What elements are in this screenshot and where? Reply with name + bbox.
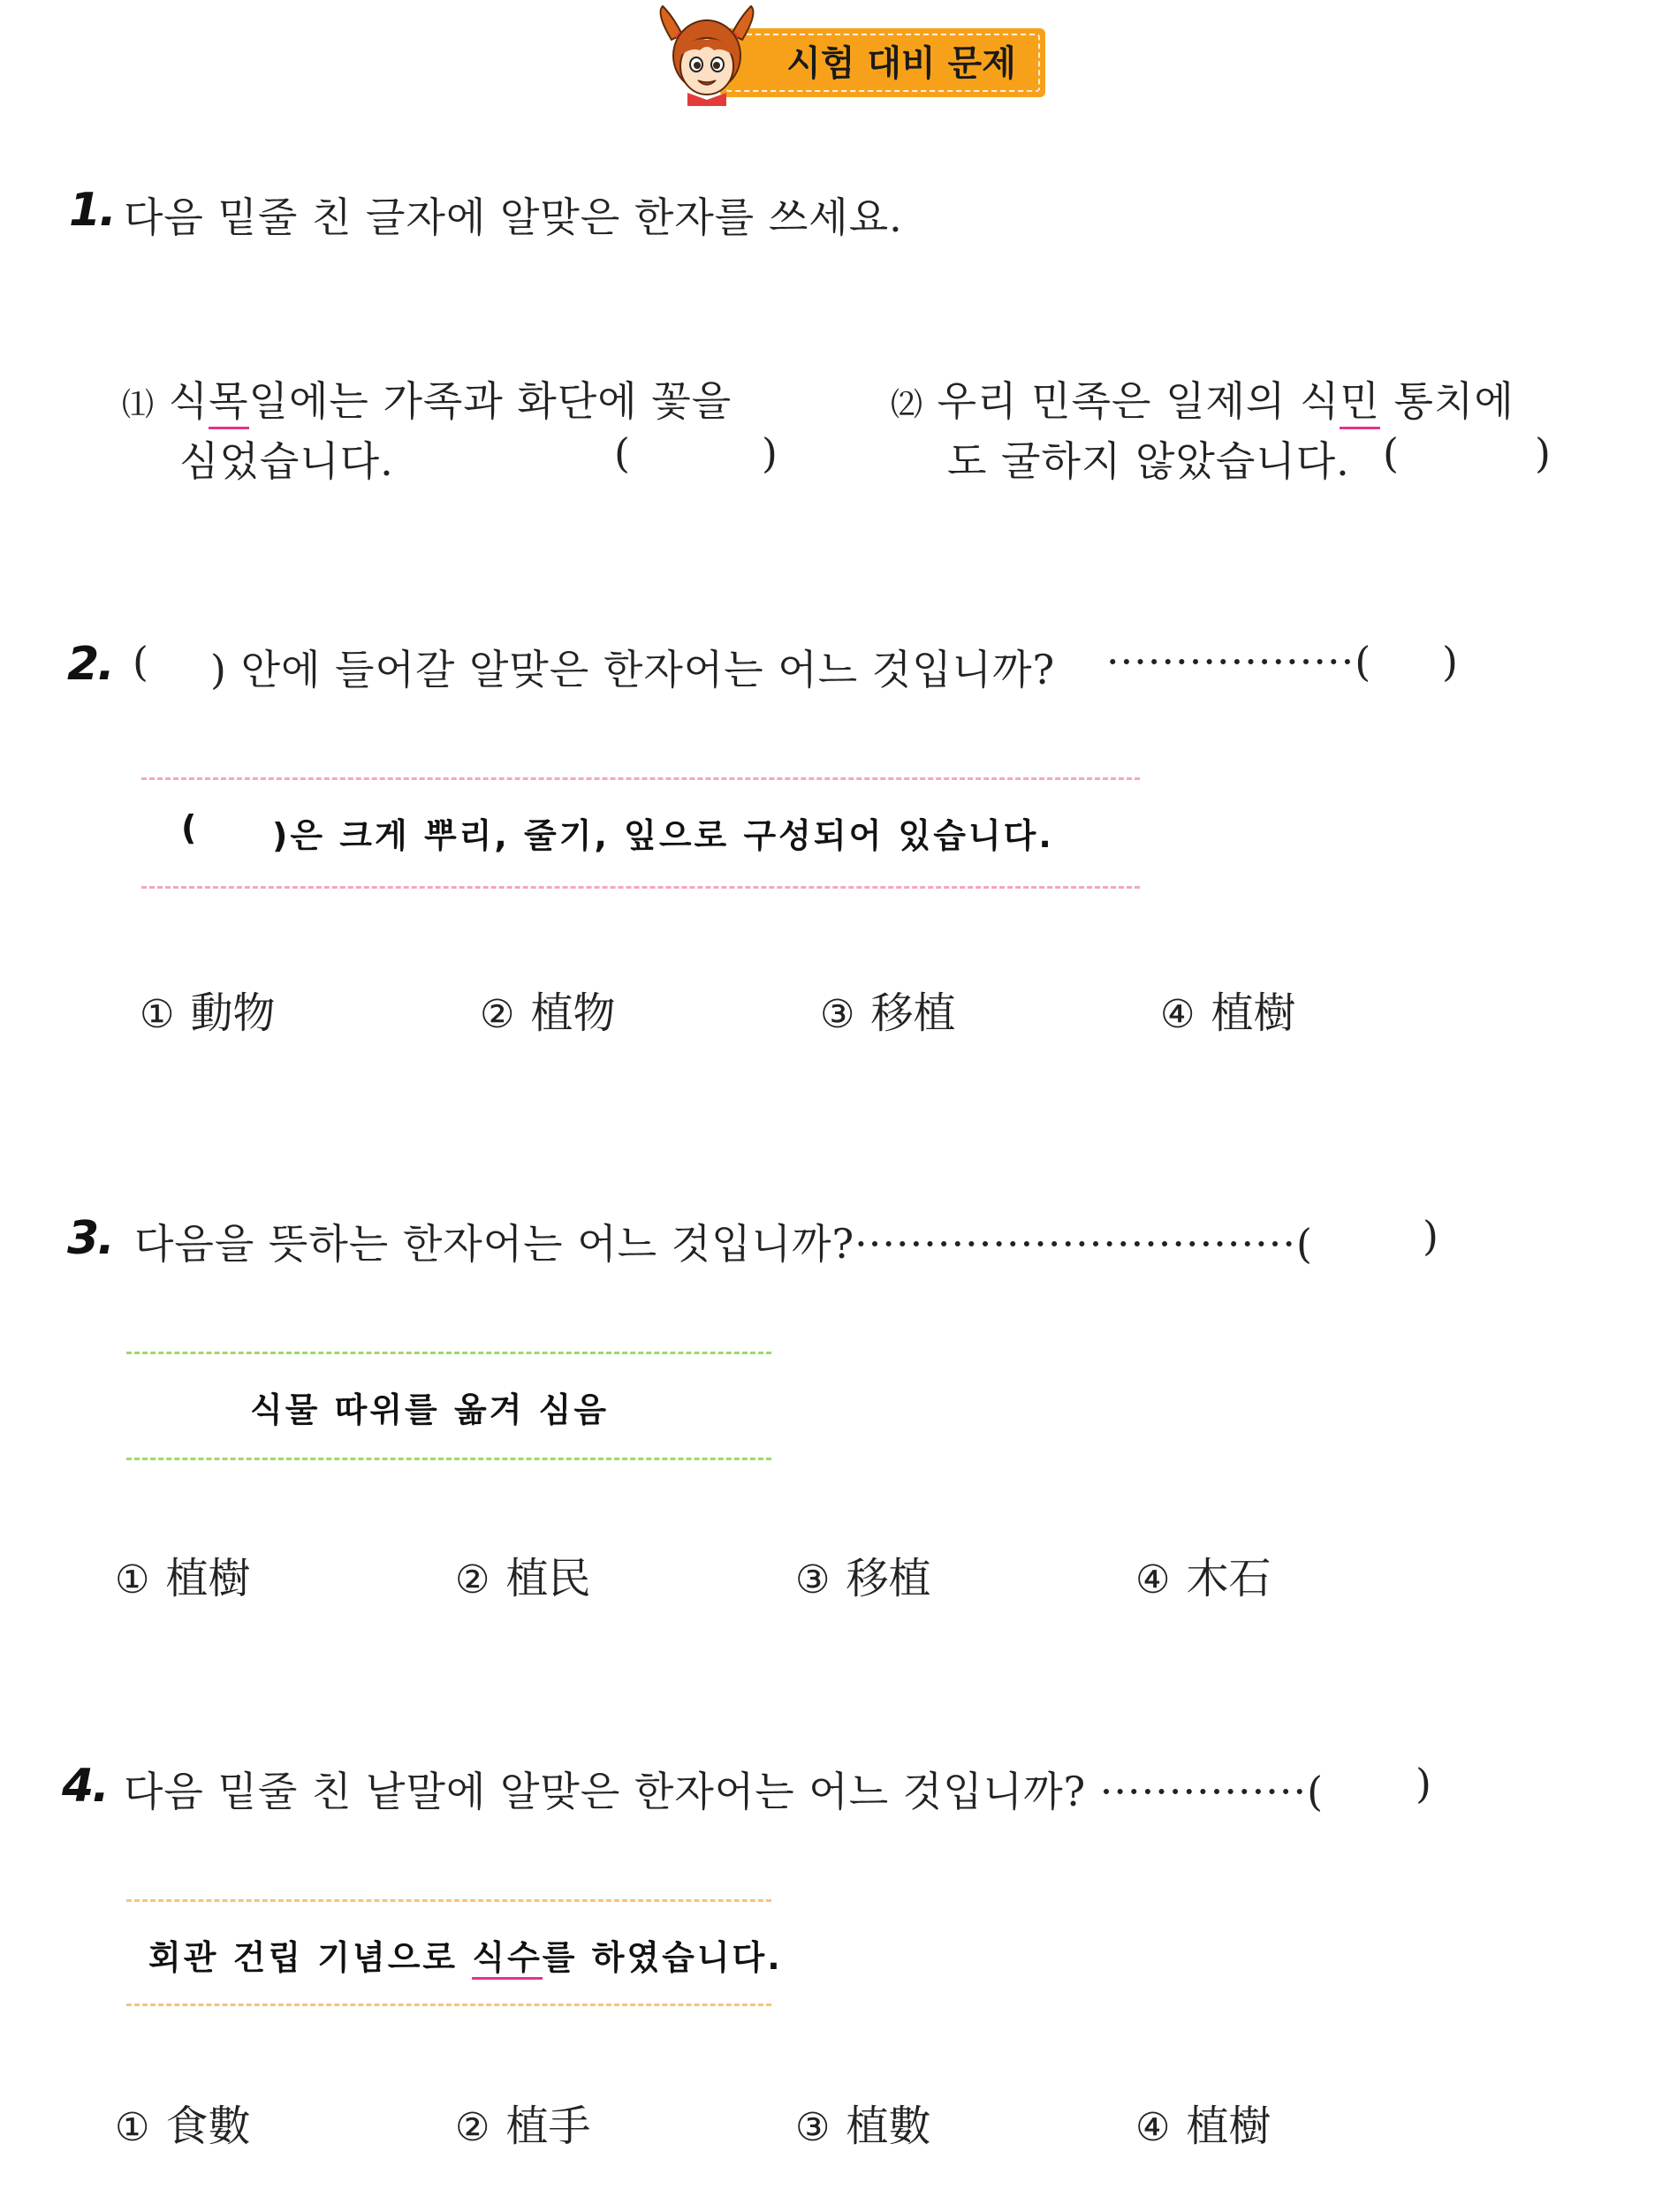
q1-item-2-answer-open: ( [1383,429,1399,477]
q3-box-bottom-divider [126,1458,771,1460]
q2-box-top-divider [141,777,1140,780]
q3-option-2[interactable]: ② 植民 [455,1554,591,1603]
q4-box-top-divider [126,1899,771,1902]
question-3-number: 3. [67,1212,113,1265]
q2-option-3[interactable]: ③ 移植 [820,989,956,1038]
q4-box-bottom-divider [126,2004,771,2006]
q1-item-1-answer-close: ) [762,429,778,477]
girl-mascot-icon [654,4,760,106]
q4-option-2[interactable]: ② 植手 [455,2102,591,2151]
question-4-answer-close: ) [1416,1760,1432,1807]
q2-option-1[interactable]: ① 動物 [140,989,276,1038]
question-4-number: 4. [62,1760,108,1813]
q2-box-bottom-divider [141,886,1140,889]
question-4-text: 다음 밑줄 친 낱말에 알맞은 한자어는 어느 것입니까? ···············( [124,1768,1325,1815]
question-2-answer-close: ) [1442,638,1459,686]
q4-box-underlined: 식수 [472,1938,542,1980]
q3-option-4[interactable]: ④ 木石 [1135,1554,1271,1603]
question-2-number: 2. [67,638,113,691]
q2-box-blank-open: ( [181,808,200,847]
question-2-text: ) 안에 들어갈 알맞은 한자어는 어느 것입니까? [210,646,1056,693]
question-3-answer-close: ) [1423,1212,1439,1260]
q4-option-4[interactable]: ④ 植樹 [1135,2102,1271,2151]
q3-option-1[interactable]: ① 植樹 [115,1554,251,1603]
question-1-number: 1. [69,184,115,237]
q1-item-2-line1: ⑵ 우리 민족은 일제의 식민 통치에 [891,369,1514,428]
question-2-dots: ··················( [1106,638,1372,686]
q3-box-text: 식물 따위를 옮겨 심음 [250,1390,610,1429]
q1-item-2-answer-close: ) [1535,429,1551,477]
question-2-blank-open: ( [133,638,149,686]
q1-item-2-line2: 도 굴하지 않았습니다. [947,437,1350,485]
q1-item-1-line1: ⑴ 식목일에는 가족과 화단에 꽃을 [122,369,732,428]
q1-item-1-line2: 심었습니다. [179,437,394,485]
q1-item-2-underlined: 민 [1340,377,1379,429]
q1-item-1-answer-open: ( [614,429,630,477]
q2-box-text: )은 크게 뿌리, 줄기, 잎으로 구성되어 있습니다. [272,816,1054,855]
q3-box-top-divider [126,1352,771,1354]
page-title: 시험 대비 문제 [786,43,1016,84]
q4-option-1[interactable]: ① 食數 [115,2102,251,2151]
question-1-text: 다음 밑줄 친 글자에 알맞은 한자를 쓰세요. [124,193,903,241]
question-3-text: 다음을 뜻하는 한자어는 어느 것입니까?································( [134,1220,1313,1268]
q3-option-3[interactable]: ③ 移植 [795,1554,931,1603]
q2-option-2[interactable]: ② 植物 [480,989,616,1038]
q2-option-4[interactable]: ④ 植樹 [1160,989,1296,1038]
q4-option-3[interactable]: ③ 植數 [795,2102,931,2151]
q4-box-text: 회관 건립 기념으로 식수를 하였습니다. [148,1930,783,1979]
q1-item-1-underlined: 목 [209,377,248,429]
